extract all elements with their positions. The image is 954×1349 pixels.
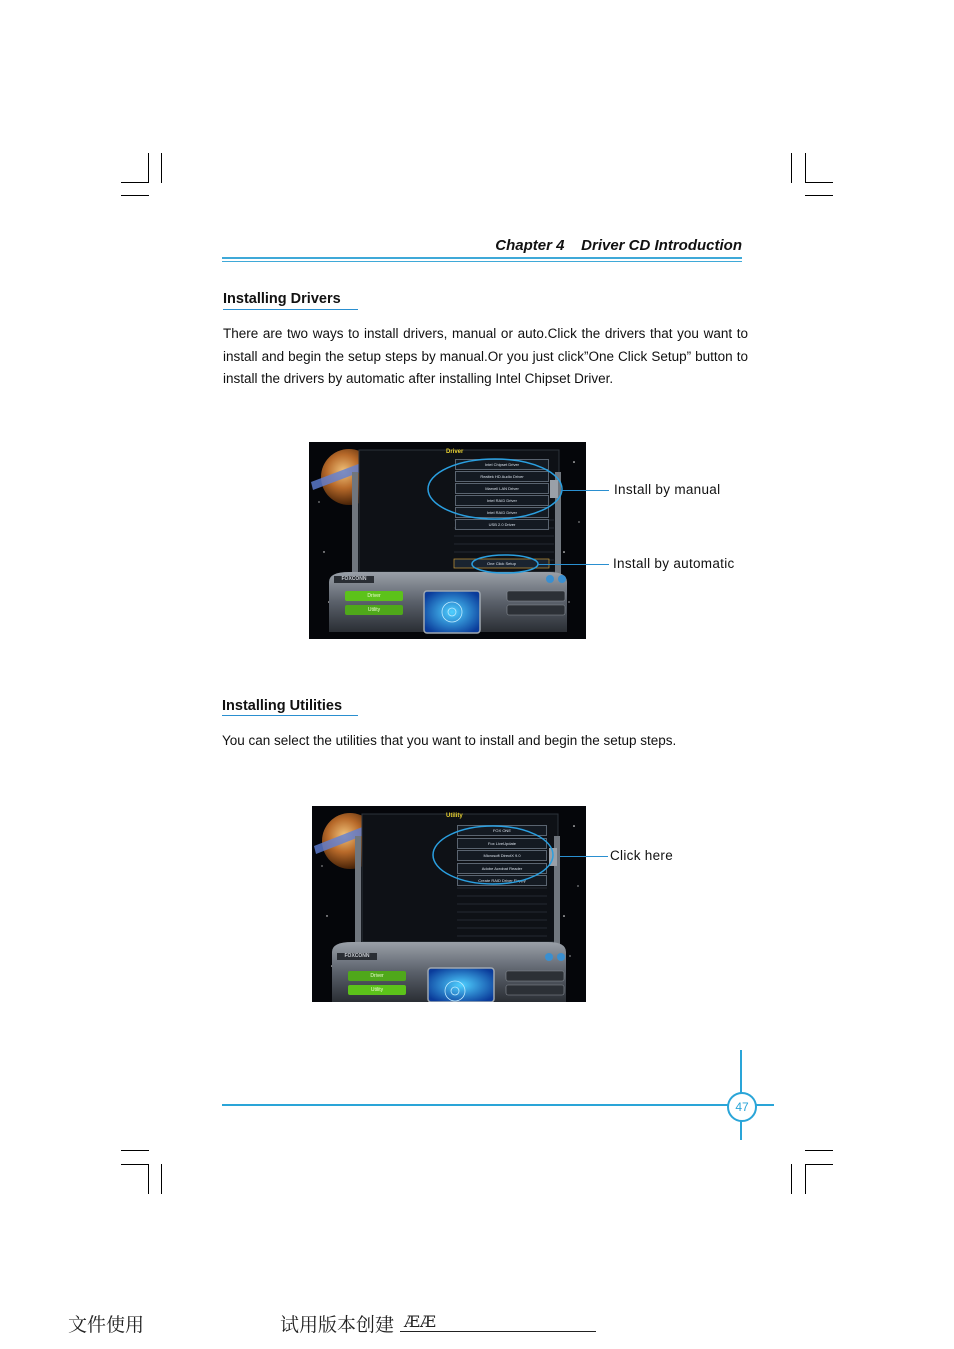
menu-item[interactable]: Intel RAID Driver: [455, 507, 549, 518]
crop-mark: [148, 1164, 149, 1194]
click-highlight-ellipse: [433, 826, 553, 884]
callout-install-manual: Install by manual: [614, 482, 721, 497]
crop-mark: [121, 1150, 149, 1151]
crop-mark: [805, 1164, 833, 1165]
highlight-overlay: [309, 442, 586, 639]
crop-mark: [805, 153, 806, 183]
highlight-overlay: [312, 806, 586, 1002]
section-underline: [222, 715, 358, 716]
nav-driver-label: Driver: [367, 593, 381, 599]
page-number: 47: [727, 1092, 757, 1122]
menu-item[interactable]: Adobe Acrobat Reader: [457, 863, 547, 874]
callout-line: [538, 564, 609, 565]
menu-item[interactable]: Create RAID Driver Floppy: [457, 875, 547, 886]
driver-screenshot: [309, 442, 586, 639]
brand-label: FOXCONN: [344, 953, 370, 959]
manual-highlight-ellipse: [428, 459, 562, 519]
crop-mark: [805, 182, 833, 183]
panel-title: Driver: [446, 449, 464, 455]
watermark-left: 文件使用: [68, 1314, 145, 1336]
nav-utility-label: Utility: [367, 607, 381, 613]
drivers-paragraph: There are two ways to install drivers, manual or auto.Click the drivers that you want to install and begin the setup steps by manual.Or you just click”One Click Setup” button to install the drivers by automatic after installing Intel Chipset Driver.: [223, 326, 748, 386]
panel-title: Utility: [446, 813, 463, 819]
callout-install-automatic: Install by automatic: [613, 556, 735, 571]
crop-mark: [121, 1164, 149, 1165]
crop-mark: [791, 1164, 792, 1194]
header-rule: [222, 261, 742, 262]
menu-item[interactable]: Fox LiveUpdate: [457, 838, 547, 849]
crop-mark: [805, 1164, 806, 1194]
menu-item[interactable]: Intel RAID Driver: [455, 495, 549, 506]
nav-driver-label: Driver: [370, 973, 384, 979]
crop-mark: [805, 195, 833, 196]
crop-mark: [121, 195, 149, 196]
chapter-header: Chapter 4 Driver CD Introduction: [495, 237, 742, 254]
crop-mark: [805, 1150, 833, 1151]
header-rule: [222, 257, 742, 259]
section-title-drivers: Installing Drivers: [223, 291, 341, 307]
menu-item[interactable]: FOX ONE: [457, 825, 547, 836]
menu-item[interactable]: Microsoft DirectX 9.0: [457, 850, 547, 861]
menu-item[interactable]: Intel Chipset Driver: [455, 459, 549, 470]
crop-mark: [161, 1164, 162, 1194]
brand-label: FOXCONN: [341, 576, 367, 582]
one-click-setup-label: One Click Setup: [487, 561, 516, 566]
menu-item[interactable]: Realtek HD Audio Driver: [455, 471, 549, 482]
section-underline: [223, 309, 358, 310]
callout-line: [561, 490, 609, 491]
crop-mark: [161, 153, 162, 183]
menu-item[interactable]: Marvell LAN Driver: [455, 483, 549, 494]
auto-highlight-ellipse: [472, 555, 538, 573]
section-title-utilities: Installing Utilities: [222, 698, 343, 714]
callout-click-here: Click here: [610, 848, 674, 863]
crop-mark: [121, 182, 149, 183]
callout-line: [560, 856, 608, 857]
crop-mark: [148, 153, 149, 183]
utilities-paragraph: You can select the utilities that you want to install and begin the setup steps.: [222, 733, 677, 748]
nav-utility-label: Utility: [370, 987, 384, 993]
watermark-underline: [400, 1331, 596, 1332]
crop-mark: [791, 153, 792, 183]
menu-item[interactable]: USB 2.0 Driver: [455, 519, 549, 530]
utility-screenshot: [312, 806, 586, 1002]
footer-rule: [222, 1104, 774, 1106]
watermark-tail: ÆÆ: [404, 1312, 437, 1331]
watermark-right: 试用版本创建: [280, 1314, 395, 1336]
